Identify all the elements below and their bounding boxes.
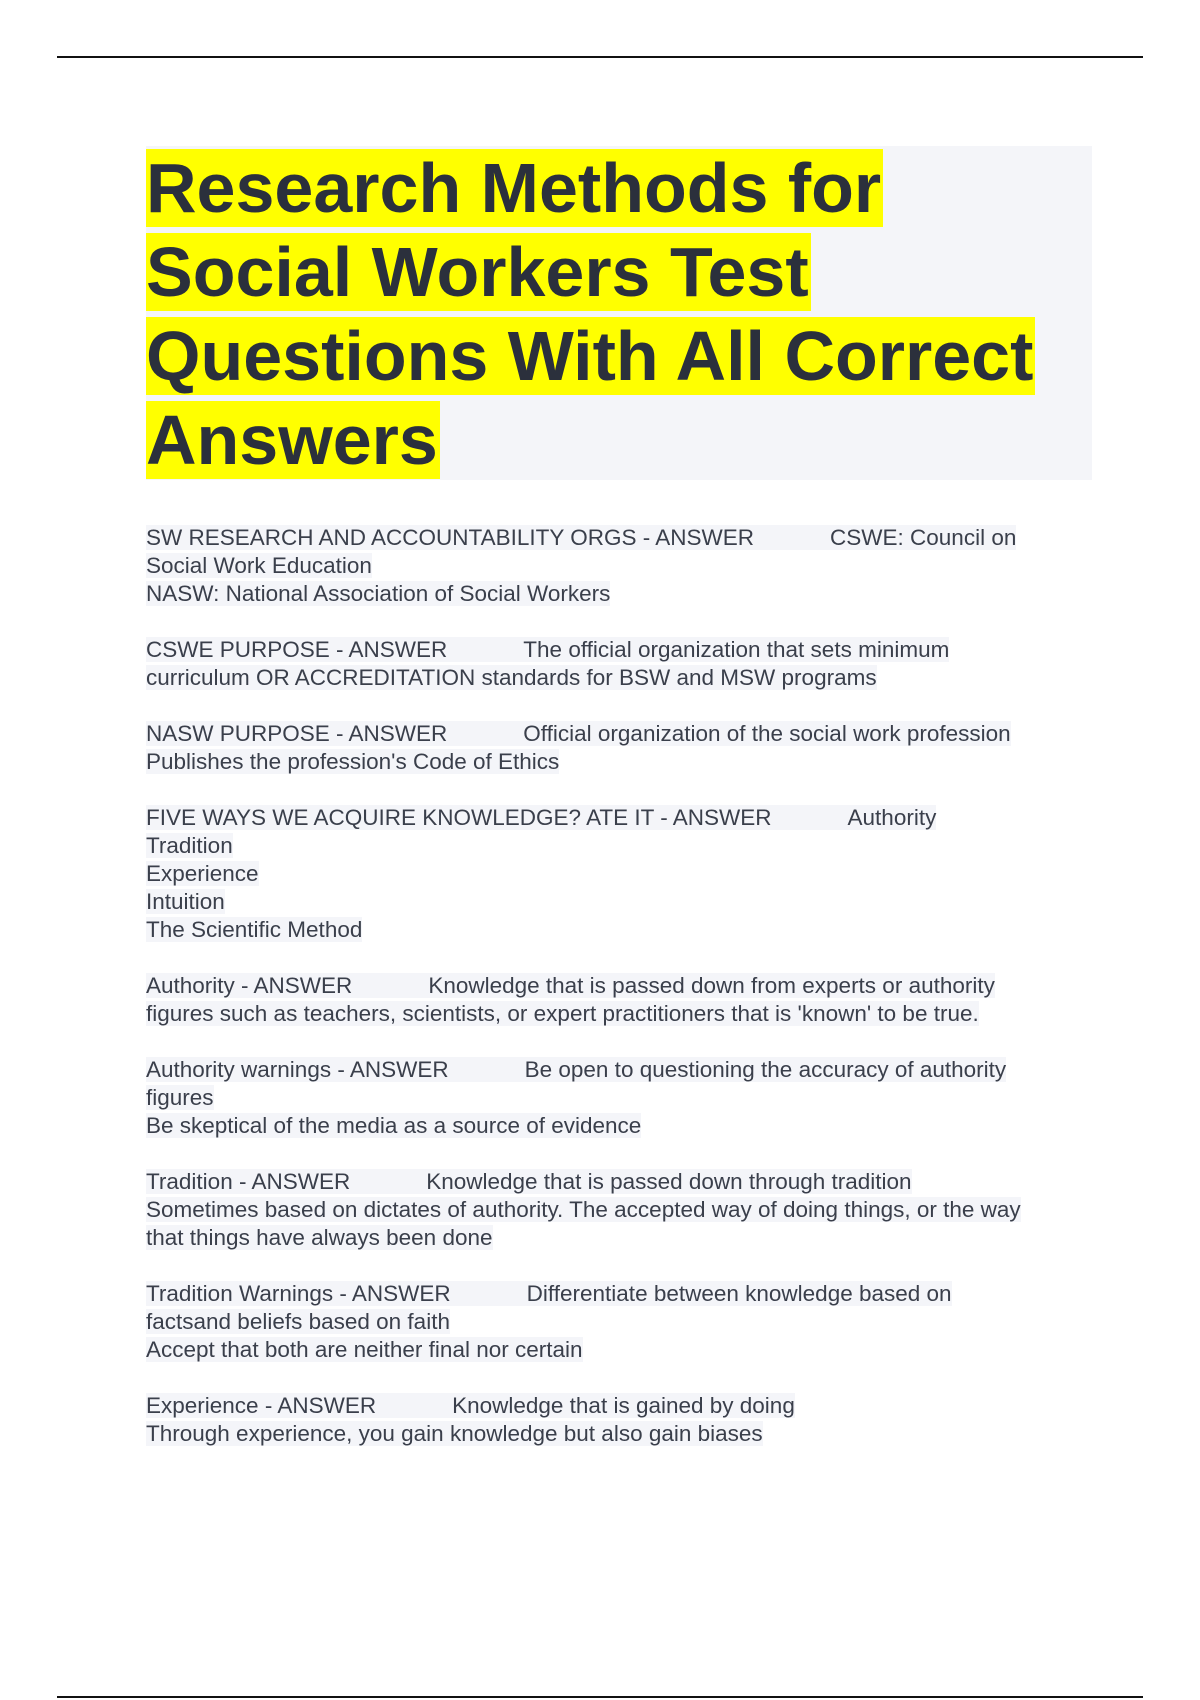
qa-item (146, 720, 1092, 776)
answer-text: Official organization of the social work profession (523, 721, 1011, 746)
document-title (146, 146, 1092, 482)
answer-line: curriculum OR ACCREDITATION standards for BSW and MSW programs (146, 665, 877, 690)
qa-item (146, 1168, 1092, 1252)
qa-list (146, 524, 1092, 1476)
answer-line: NASW: National Association of Social Workers (146, 581, 611, 606)
question-text: Tradition - ANSWER (146, 1169, 351, 1194)
answer-line: Sometimes based on dictates of authority. The accepted way of doing things, or the way (146, 1197, 1021, 1222)
answer-line: Through experience, you gain knowledge but also gain biases (146, 1421, 763, 1446)
answer-text: Knowledge that is gained by doing (452, 1393, 795, 1418)
title-line: Questions With All Correct (146, 317, 1034, 395)
answer-line: Tradition (146, 833, 233, 858)
answer-text: Knowledge that is passed down from experts or authority (428, 973, 995, 998)
answer-line: Publishes the profession's Code of Ethics (146, 749, 560, 774)
answer-text: Authority (847, 805, 937, 830)
answer-line: Social Work Education (146, 553, 372, 578)
answer-text: Knowledge that is passed down through tradition (426, 1169, 912, 1194)
question-text: Tradition Warnings - ANSWER (146, 1281, 451, 1306)
title-line: Research Methods for (146, 149, 882, 227)
answer-text: CSWE: Council on (830, 525, 1017, 550)
top-rule (57, 56, 1143, 58)
answer-line: that things have always been done (146, 1225, 493, 1250)
answer-line: Accept that both are neither final nor certain (146, 1337, 583, 1362)
qa-item (146, 804, 1092, 944)
question-text: Authority - ANSWER (146, 973, 353, 998)
bottom-rule (57, 1696, 1143, 1698)
qa-item (146, 524, 1092, 608)
title-line: Answers (146, 401, 438, 479)
answer-text: Be open to questioning the accuracy of authority (524, 1057, 1007, 1082)
question-text: CSWE PURPOSE - ANSWER (146, 637, 448, 662)
title-line: Social Workers Test (146, 233, 809, 311)
question-text: NASW PURPOSE - ANSWER (146, 721, 448, 746)
answer-line: Intuition (146, 889, 225, 914)
answer-line: figures (146, 1085, 214, 1110)
answer-line: Be skeptical of the media as a source of evidence (146, 1113, 642, 1138)
answer-line: Experience (146, 861, 259, 886)
answer-text: The official organization that sets minimum (523, 637, 950, 662)
answer-line: The Scientific Method (146, 917, 363, 942)
answer-line: factsand beliefs based on faith (146, 1309, 450, 1334)
answer-line: figures such as teachers, scientists, or expert practitioners that is 'known' to be true. (146, 1001, 979, 1026)
question-text: Authority warnings - ANSWER (146, 1057, 449, 1082)
qa-item (146, 1280, 1092, 1364)
qa-item (146, 972, 1092, 1028)
title-block (146, 146, 1092, 480)
question-text: FIVE WAYS WE ACQUIRE KNOWLEDGE? ATE IT - ANSWER (146, 805, 772, 830)
question-text: Experience - ANSWER (146, 1393, 377, 1418)
question-text: SW RESEARCH AND ACCOUNTABILITY ORGS - ANSWER (146, 525, 755, 550)
qa-item (146, 1056, 1092, 1140)
qa-item (146, 1392, 1092, 1448)
qa-item (146, 636, 1092, 692)
answer-text: Differentiate between knowledge based on (526, 1281, 952, 1306)
